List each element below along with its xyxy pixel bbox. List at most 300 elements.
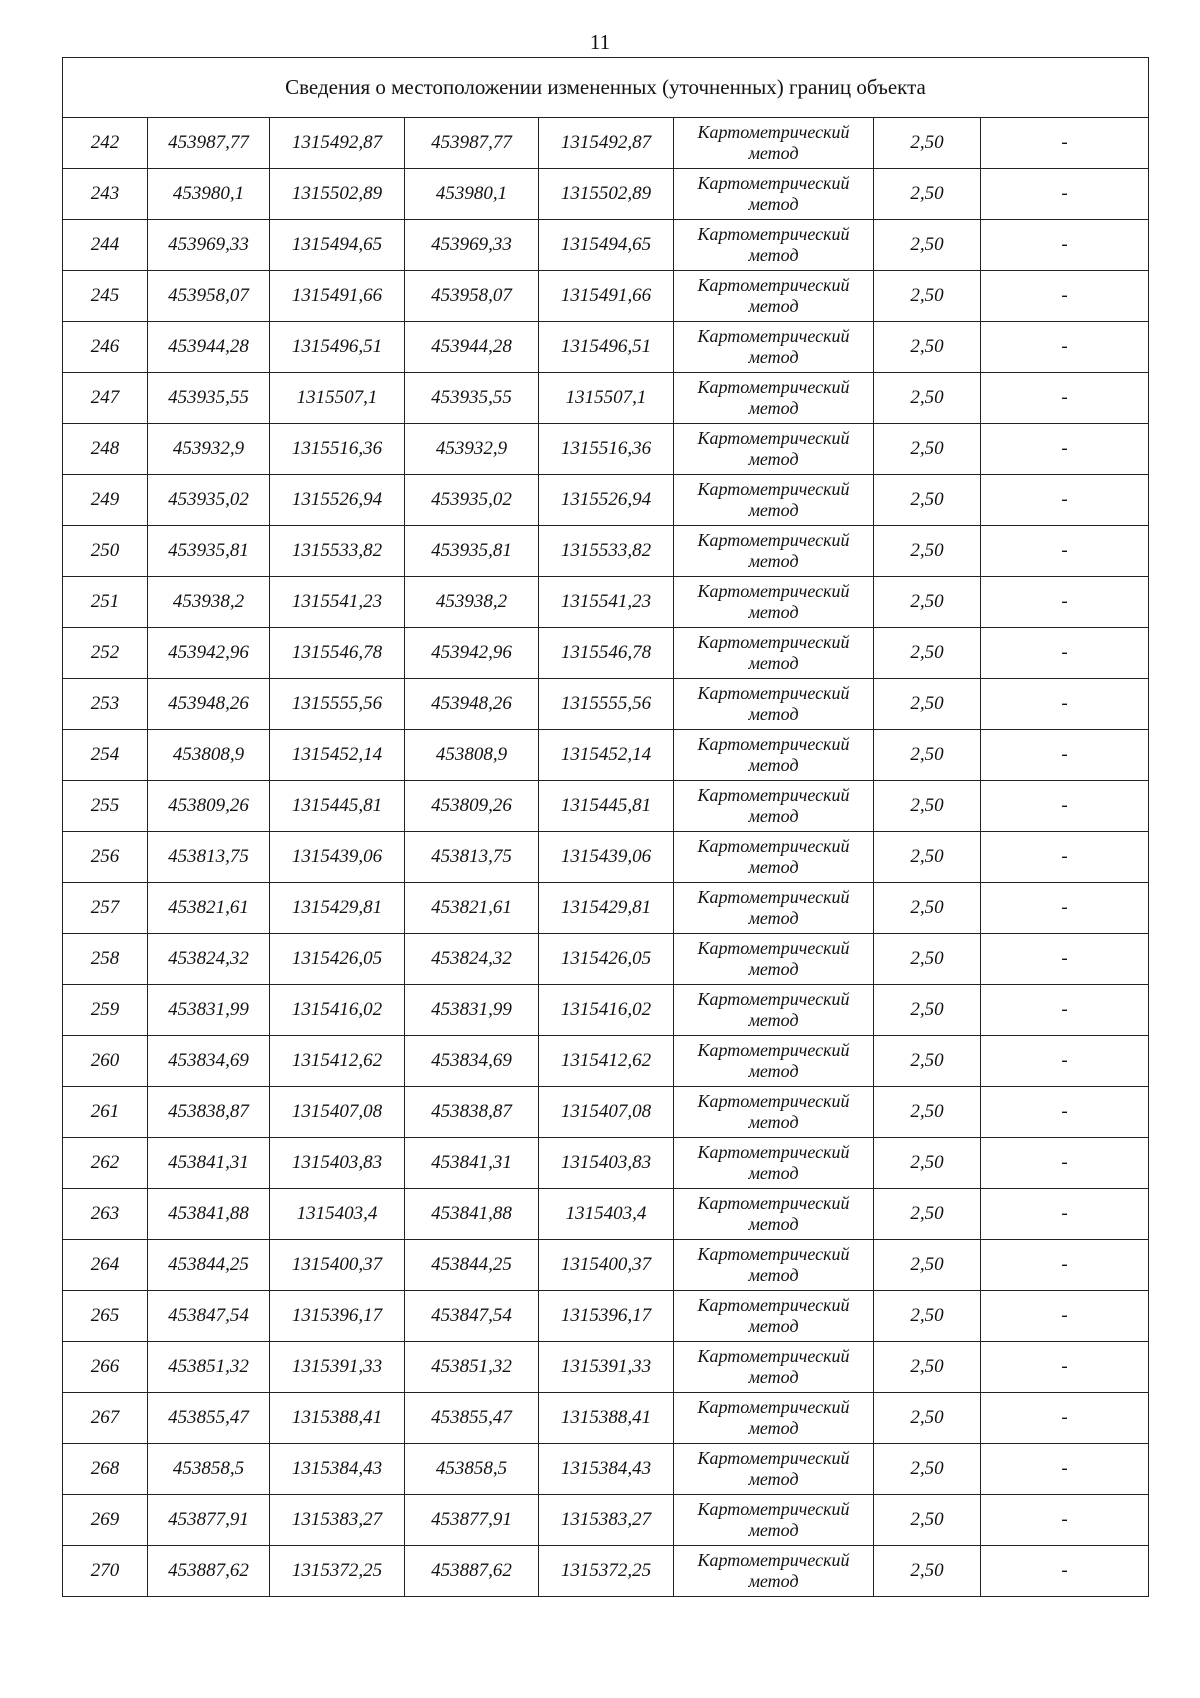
- y-existing-cell: 1315526,94: [270, 475, 405, 526]
- accuracy-cell: 2,50: [874, 1138, 981, 1189]
- note-cell: -: [981, 118, 1149, 169]
- method-cell: [674, 628, 874, 679]
- accuracy-cell: 2,50: [874, 526, 981, 577]
- x-refined-cell: 453841,88: [405, 1189, 539, 1240]
- point-number-cell: 261: [63, 1087, 148, 1138]
- accuracy-cell: 2,50: [874, 271, 981, 322]
- note-cell: -: [981, 628, 1149, 679]
- table-row: [63, 1393, 1149, 1444]
- x-existing-cell: 453887,62: [148, 1546, 270, 1597]
- coordinates-table: [62, 57, 1149, 1597]
- point-number-cell: 249: [63, 475, 148, 526]
- method-line-1: Картометрический: [697, 1244, 850, 1264]
- note-cell: -: [981, 1240, 1149, 1291]
- method-line-1: Картометрический: [697, 173, 850, 193]
- table-row: [63, 1495, 1149, 1546]
- y-existing-cell: 1315412,62: [270, 1036, 405, 1087]
- method-line-1: Картометрический: [697, 989, 850, 1009]
- note-cell: -: [981, 1546, 1149, 1597]
- x-existing-cell: 453841,88: [148, 1189, 270, 1240]
- point-number-cell: 251: [63, 577, 148, 628]
- x-refined-cell: 453838,87: [405, 1087, 539, 1138]
- x-refined-cell: 453831,99: [405, 985, 539, 1036]
- x-existing-cell: 453813,75: [148, 832, 270, 883]
- method-cell: [674, 985, 874, 1036]
- method-line-2: метод: [748, 194, 799, 214]
- x-refined-cell: 453821,61: [405, 883, 539, 934]
- x-refined-cell: 453844,25: [405, 1240, 539, 1291]
- y-existing-cell: 1315407,08: [270, 1087, 405, 1138]
- accuracy-cell: 2,50: [874, 169, 981, 220]
- accuracy-cell: 2,50: [874, 832, 981, 883]
- method-line-1: Картометрический: [697, 1040, 850, 1060]
- y-refined-cell: 1315555,56: [539, 679, 674, 730]
- x-refined-cell: 453938,2: [405, 577, 539, 628]
- y-refined-cell: 1315426,05: [539, 934, 674, 985]
- method-cell: [674, 424, 874, 475]
- note-cell: -: [981, 730, 1149, 781]
- x-existing-cell: 453935,55: [148, 373, 270, 424]
- table-row: [63, 1291, 1149, 1342]
- y-refined-cell: 1315412,62: [539, 1036, 674, 1087]
- accuracy-cell: 2,50: [874, 1291, 981, 1342]
- method-line-2: метод: [748, 806, 799, 826]
- x-existing-cell: 453948,26: [148, 679, 270, 730]
- method-cell: [674, 832, 874, 883]
- point-number-cell: 244: [63, 220, 148, 271]
- table-row: [63, 322, 1149, 373]
- method-line-1: Картометрический: [697, 122, 850, 142]
- method-line-1: Картометрический: [697, 734, 850, 754]
- table-title: Сведения о местоположении измененных (уточненных) границ объекта: [63, 58, 1149, 118]
- x-refined-cell: 453824,32: [405, 934, 539, 985]
- note-cell: -: [981, 781, 1149, 832]
- note-cell: -: [981, 169, 1149, 220]
- x-existing-cell: 453824,32: [148, 934, 270, 985]
- method-line-2: метод: [748, 1418, 799, 1438]
- method-line-2: метод: [748, 398, 799, 418]
- x-refined-cell: 453877,91: [405, 1495, 539, 1546]
- x-existing-cell: 453838,87: [148, 1087, 270, 1138]
- accuracy-cell: 2,50: [874, 322, 981, 373]
- x-existing-cell: 453831,99: [148, 985, 270, 1036]
- table-row: [63, 526, 1149, 577]
- point-number-cell: 269: [63, 1495, 148, 1546]
- y-refined-cell: 1315533,82: [539, 526, 674, 577]
- table-row: [63, 475, 1149, 526]
- method-line-1: Картометрический: [697, 887, 850, 907]
- x-existing-cell: 453942,96: [148, 628, 270, 679]
- y-existing-cell: 1315494,65: [270, 220, 405, 271]
- note-cell: -: [981, 1393, 1149, 1444]
- method-line-1: Картометрический: [697, 479, 850, 499]
- method-line-1: Картометрический: [697, 1142, 850, 1162]
- note-cell: -: [981, 475, 1149, 526]
- accuracy-cell: 2,50: [874, 883, 981, 934]
- y-existing-cell: 1315533,82: [270, 526, 405, 577]
- x-existing-cell: 453938,2: [148, 577, 270, 628]
- note-cell: -: [981, 883, 1149, 934]
- x-existing-cell: 453844,25: [148, 1240, 270, 1291]
- method-line-1: Картометрический: [697, 1295, 850, 1315]
- table-row: [63, 628, 1149, 679]
- accuracy-cell: 2,50: [874, 475, 981, 526]
- y-refined-cell: 1315403,4: [539, 1189, 674, 1240]
- method-line-2: метод: [748, 245, 799, 265]
- y-existing-cell: 1315502,89: [270, 169, 405, 220]
- x-existing-cell: 453851,32: [148, 1342, 270, 1393]
- x-refined-cell: 453813,75: [405, 832, 539, 883]
- point-number-cell: 243: [63, 169, 148, 220]
- method-line-1: Картометрический: [697, 785, 850, 805]
- method-cell: [674, 169, 874, 220]
- note-cell: -: [981, 526, 1149, 577]
- x-refined-cell: 453847,54: [405, 1291, 539, 1342]
- method-cell: [674, 1444, 874, 1495]
- method-cell: [674, 1546, 874, 1597]
- method-line-2: метод: [748, 143, 799, 163]
- x-existing-cell: 453935,02: [148, 475, 270, 526]
- x-existing-cell: 453809,26: [148, 781, 270, 832]
- point-number-cell: 253: [63, 679, 148, 730]
- x-refined-cell: 453887,62: [405, 1546, 539, 1597]
- point-number-cell: 247: [63, 373, 148, 424]
- x-refined-cell: 453855,47: [405, 1393, 539, 1444]
- y-existing-cell: 1315541,23: [270, 577, 405, 628]
- y-existing-cell: 1315429,81: [270, 883, 405, 934]
- x-existing-cell: 453935,81: [148, 526, 270, 577]
- x-existing-cell: 453841,31: [148, 1138, 270, 1189]
- method-line-1: Картометрический: [697, 1193, 850, 1213]
- method-line-2: метод: [748, 296, 799, 316]
- point-number-cell: 259: [63, 985, 148, 1036]
- accuracy-cell: 2,50: [874, 424, 981, 475]
- point-number-cell: 260: [63, 1036, 148, 1087]
- method-line-1: Картометрический: [697, 1397, 850, 1417]
- accuracy-cell: 2,50: [874, 781, 981, 832]
- method-line-1: Картометрический: [697, 632, 850, 652]
- y-existing-cell: 1315491,66: [270, 271, 405, 322]
- accuracy-cell: 2,50: [874, 934, 981, 985]
- y-refined-cell: 1315445,81: [539, 781, 674, 832]
- table-row: [63, 1036, 1149, 1087]
- y-existing-cell: 1315555,56: [270, 679, 405, 730]
- method-line-2: метод: [748, 1214, 799, 1234]
- note-cell: -: [981, 832, 1149, 883]
- method-line-2: метод: [748, 1469, 799, 1489]
- x-refined-cell: 453858,5: [405, 1444, 539, 1495]
- method-line-2: метод: [748, 602, 799, 622]
- y-existing-cell: 1315496,51: [270, 322, 405, 373]
- method-line-2: метод: [748, 959, 799, 979]
- method-cell: [674, 679, 874, 730]
- point-number-cell: 242: [63, 118, 148, 169]
- y-refined-cell: 1315416,02: [539, 985, 674, 1036]
- note-cell: -: [981, 934, 1149, 985]
- y-existing-cell: 1315426,05: [270, 934, 405, 985]
- method-line-1: Картометрический: [697, 1091, 850, 1111]
- method-line-1: Картометрический: [697, 938, 850, 958]
- point-number-cell: 246: [63, 322, 148, 373]
- x-refined-cell: 453987,77: [405, 118, 539, 169]
- method-line-2: метод: [748, 857, 799, 877]
- note-cell: -: [981, 1087, 1149, 1138]
- y-refined-cell: 1315407,08: [539, 1087, 674, 1138]
- method-line-1: Картометрический: [697, 275, 850, 295]
- accuracy-cell: 2,50: [874, 118, 981, 169]
- x-refined-cell: 453935,02: [405, 475, 539, 526]
- point-number-cell: 257: [63, 883, 148, 934]
- table-row: [63, 424, 1149, 475]
- note-cell: -: [981, 220, 1149, 271]
- method-line-2: метод: [748, 704, 799, 724]
- method-line-2: метод: [748, 1571, 799, 1591]
- note-cell: -: [981, 577, 1149, 628]
- y-refined-cell: 1315403,83: [539, 1138, 674, 1189]
- method-cell: [674, 271, 874, 322]
- y-refined-cell: 1315546,78: [539, 628, 674, 679]
- table-row: [63, 1189, 1149, 1240]
- method-cell: [674, 1240, 874, 1291]
- accuracy-cell: 2,50: [874, 1087, 981, 1138]
- y-existing-cell: 1315492,87: [270, 118, 405, 169]
- accuracy-cell: 2,50: [874, 1444, 981, 1495]
- method-cell: [674, 577, 874, 628]
- note-cell: -: [981, 322, 1149, 373]
- y-refined-cell: 1315502,89: [539, 169, 674, 220]
- y-refined-cell: 1315391,33: [539, 1342, 674, 1393]
- x-refined-cell: 453948,26: [405, 679, 539, 730]
- method-line-1: Картометрический: [697, 377, 850, 397]
- point-number-cell: 256: [63, 832, 148, 883]
- point-number-cell: 258: [63, 934, 148, 985]
- table-row: [63, 730, 1149, 781]
- y-refined-cell: 1315526,94: [539, 475, 674, 526]
- accuracy-cell: 2,50: [874, 730, 981, 781]
- note-cell: -: [981, 1189, 1149, 1240]
- point-number-cell: 245: [63, 271, 148, 322]
- page-number: 11: [589, 30, 611, 54]
- method-line-1: Картометрический: [697, 1499, 850, 1519]
- table-row: [63, 1240, 1149, 1291]
- accuracy-cell: 2,50: [874, 628, 981, 679]
- y-refined-cell: 1315396,17: [539, 1291, 674, 1342]
- method-cell: [674, 730, 874, 781]
- y-refined-cell: 1315439,06: [539, 832, 674, 883]
- x-existing-cell: 453847,54: [148, 1291, 270, 1342]
- y-refined-cell: 1315429,81: [539, 883, 674, 934]
- x-existing-cell: 453969,33: [148, 220, 270, 271]
- point-number-cell: 270: [63, 1546, 148, 1597]
- x-refined-cell: 453935,55: [405, 373, 539, 424]
- y-refined-cell: 1315372,25: [539, 1546, 674, 1597]
- method-line-2: метод: [748, 1265, 799, 1285]
- point-number-cell: 262: [63, 1138, 148, 1189]
- x-existing-cell: 453944,28: [148, 322, 270, 373]
- method-cell: [674, 883, 874, 934]
- method-line-2: метод: [748, 1163, 799, 1183]
- y-existing-cell: 1315372,25: [270, 1546, 405, 1597]
- x-refined-cell: 453808,9: [405, 730, 539, 781]
- accuracy-cell: 2,50: [874, 1189, 981, 1240]
- method-cell: [674, 781, 874, 832]
- method-line-1: Картометрический: [697, 1448, 850, 1468]
- y-existing-cell: 1315396,17: [270, 1291, 405, 1342]
- method-line-2: метод: [748, 449, 799, 469]
- x-refined-cell: 453834,69: [405, 1036, 539, 1087]
- x-refined-cell: 453969,33: [405, 220, 539, 271]
- note-cell: -: [981, 679, 1149, 730]
- y-existing-cell: 1315384,43: [270, 1444, 405, 1495]
- point-number-cell: 254: [63, 730, 148, 781]
- x-refined-cell: 453942,96: [405, 628, 539, 679]
- y-refined-cell: 1315384,43: [539, 1444, 674, 1495]
- x-existing-cell: 453980,1: [148, 169, 270, 220]
- x-existing-cell: 453808,9: [148, 730, 270, 781]
- table-row: [63, 1087, 1149, 1138]
- method-cell: [674, 934, 874, 985]
- x-refined-cell: 453809,26: [405, 781, 539, 832]
- table-row: [63, 1546, 1149, 1597]
- method-line-1: Картометрический: [697, 224, 850, 244]
- y-refined-cell: 1315400,37: [539, 1240, 674, 1291]
- method-cell: [674, 526, 874, 577]
- y-existing-cell: 1315507,1: [270, 373, 405, 424]
- method-line-1: Картометрический: [697, 1550, 850, 1570]
- accuracy-cell: 2,50: [874, 1036, 981, 1087]
- table-row: [63, 934, 1149, 985]
- table-row: [63, 169, 1149, 220]
- accuracy-cell: 2,50: [874, 1495, 981, 1546]
- y-existing-cell: 1315403,4: [270, 1189, 405, 1240]
- y-existing-cell: 1315403,83: [270, 1138, 405, 1189]
- y-existing-cell: 1315445,81: [270, 781, 405, 832]
- method-line-2: метод: [748, 653, 799, 673]
- table-row: [63, 883, 1149, 934]
- y-refined-cell: 1315383,27: [539, 1495, 674, 1546]
- y-refined-cell: 1315496,51: [539, 322, 674, 373]
- point-number-cell: 248: [63, 424, 148, 475]
- method-cell: [674, 1393, 874, 1444]
- method-line-2: метод: [748, 500, 799, 520]
- note-cell: -: [981, 1495, 1149, 1546]
- method-line-1: Картометрический: [697, 326, 850, 346]
- y-existing-cell: 1315416,02: [270, 985, 405, 1036]
- y-refined-cell: 1315492,87: [539, 118, 674, 169]
- x-refined-cell: 453958,07: [405, 271, 539, 322]
- point-number-cell: 263: [63, 1189, 148, 1240]
- method-line-2: метод: [748, 908, 799, 928]
- accuracy-cell: 2,50: [874, 1240, 981, 1291]
- table-row: [63, 271, 1149, 322]
- accuracy-cell: 2,50: [874, 577, 981, 628]
- y-refined-cell: 1315491,66: [539, 271, 674, 322]
- table-row: [63, 1444, 1149, 1495]
- y-refined-cell: 1315452,14: [539, 730, 674, 781]
- accuracy-cell: 2,50: [874, 679, 981, 730]
- method-line-1: Картометрический: [697, 581, 850, 601]
- point-number-cell: 250: [63, 526, 148, 577]
- method-cell: [674, 373, 874, 424]
- y-existing-cell: 1315383,27: [270, 1495, 405, 1546]
- method-cell: [674, 475, 874, 526]
- note-cell: -: [981, 373, 1149, 424]
- method-line-2: метод: [748, 1367, 799, 1387]
- point-number-cell: 264: [63, 1240, 148, 1291]
- y-refined-cell: 1315507,1: [539, 373, 674, 424]
- table-row: [63, 220, 1149, 271]
- x-existing-cell: 453821,61: [148, 883, 270, 934]
- x-refined-cell: 453932,9: [405, 424, 539, 475]
- x-refined-cell: 453841,31: [405, 1138, 539, 1189]
- method-cell: [674, 1036, 874, 1087]
- method-line-2: метод: [748, 347, 799, 367]
- table-row: [63, 577, 1149, 628]
- method-cell: [674, 1189, 874, 1240]
- method-cell: [674, 1087, 874, 1138]
- accuracy-cell: 2,50: [874, 985, 981, 1036]
- method-cell: [674, 220, 874, 271]
- table-row: [63, 118, 1149, 169]
- method-line-1: Картометрический: [697, 683, 850, 703]
- accuracy-cell: 2,50: [874, 1393, 981, 1444]
- point-number-cell: 255: [63, 781, 148, 832]
- y-existing-cell: 1315388,41: [270, 1393, 405, 1444]
- method-line-1: Картометрический: [697, 530, 850, 550]
- method-cell: [674, 322, 874, 373]
- method-cell: [674, 1291, 874, 1342]
- table-row: [63, 985, 1149, 1036]
- point-number-cell: 268: [63, 1444, 148, 1495]
- method-line-2: метод: [748, 551, 799, 571]
- table-row: [63, 1138, 1149, 1189]
- accuracy-cell: 2,50: [874, 1342, 981, 1393]
- point-number-cell: 252: [63, 628, 148, 679]
- y-existing-cell: 1315452,14: [270, 730, 405, 781]
- note-cell: -: [981, 1138, 1149, 1189]
- y-refined-cell: 1315541,23: [539, 577, 674, 628]
- point-number-cell: 267: [63, 1393, 148, 1444]
- table-row: [63, 781, 1149, 832]
- note-cell: -: [981, 1291, 1149, 1342]
- x-refined-cell: 453851,32: [405, 1342, 539, 1393]
- method-line-2: метод: [748, 1061, 799, 1081]
- table-row: [63, 1342, 1149, 1393]
- method-line-2: метод: [748, 755, 799, 775]
- y-existing-cell: 1315439,06: [270, 832, 405, 883]
- point-number-cell: 266: [63, 1342, 148, 1393]
- table-row: [63, 373, 1149, 424]
- method-cell: [674, 118, 874, 169]
- table-row: [63, 679, 1149, 730]
- y-refined-cell: 1315494,65: [539, 220, 674, 271]
- accuracy-cell: 2,50: [874, 373, 981, 424]
- table-row: [63, 832, 1149, 883]
- y-existing-cell: 1315400,37: [270, 1240, 405, 1291]
- accuracy-cell: 2,50: [874, 1546, 981, 1597]
- table-header-row: [63, 58, 1149, 118]
- method-line-1: Картометрический: [697, 428, 850, 448]
- method-line-2: метод: [748, 1520, 799, 1540]
- y-existing-cell: 1315516,36: [270, 424, 405, 475]
- x-existing-cell: 453987,77: [148, 118, 270, 169]
- x-refined-cell: 453944,28: [405, 322, 539, 373]
- x-refined-cell: 453935,81: [405, 526, 539, 577]
- y-existing-cell: 1315391,33: [270, 1342, 405, 1393]
- accuracy-cell: 2,50: [874, 220, 981, 271]
- x-existing-cell: 453958,07: [148, 271, 270, 322]
- method-line-1: Картометрический: [697, 836, 850, 856]
